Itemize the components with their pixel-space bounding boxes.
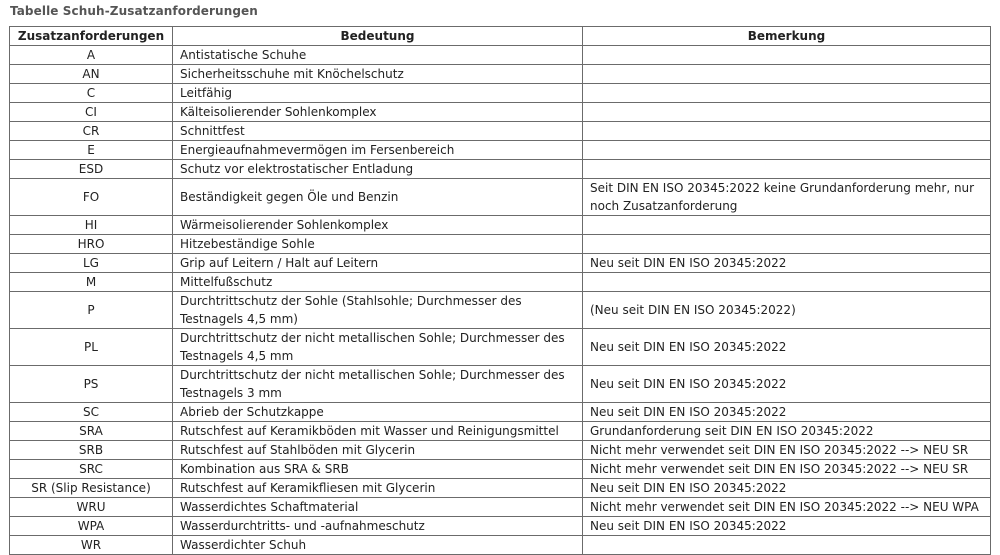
code-cell: SC bbox=[10, 403, 173, 422]
note-cell: Nicht mehr verwendet seit DIN EN ISO 20345:2022 --> NEU SR bbox=[583, 441, 991, 460]
note-cell bbox=[583, 65, 991, 84]
code-cell: SRB bbox=[10, 441, 173, 460]
code-cell: WPA bbox=[10, 517, 173, 536]
table-row bbox=[10, 460, 991, 479]
meaning-cell: Abrieb der Schutzkappe bbox=[173, 403, 583, 422]
table-row bbox=[10, 84, 991, 103]
code-cell: HRO bbox=[10, 235, 173, 254]
table-row bbox=[10, 517, 991, 536]
meaning-cell: Hitzebeständige Sohle bbox=[173, 235, 583, 254]
meaning-cell: Kälteisolierender Sohlenkomplex bbox=[173, 103, 583, 122]
code-cell: SRC bbox=[10, 460, 173, 479]
header-note: Bemerkung bbox=[583, 27, 991, 46]
meaning-cell: Beständigkeit gegen Öle und Benzin bbox=[173, 179, 583, 216]
meaning-cell: Wasserdurchtritts- und -aufnahmeschutz bbox=[173, 517, 583, 536]
table-row bbox=[10, 403, 991, 422]
table-row bbox=[10, 160, 991, 179]
code-cell: P bbox=[10, 292, 173, 329]
meaning-cell: Wärmeisolierender Sohlenkomplex bbox=[173, 216, 583, 235]
table-row bbox=[10, 254, 991, 273]
code-cell: CI bbox=[10, 103, 173, 122]
table-row bbox=[10, 216, 991, 235]
table-row bbox=[10, 179, 991, 216]
meaning-cell: Wasserdichter Schuh bbox=[173, 536, 583, 555]
code-cell: E bbox=[10, 141, 173, 160]
meaning-cell: Rutschfest auf Keramikfliesen mit Glycerin bbox=[173, 479, 583, 498]
code-cell: SR (Slip Resistance) bbox=[10, 479, 173, 498]
meaning-cell: Antistatische Schuhe bbox=[173, 46, 583, 65]
table-row bbox=[10, 366, 991, 403]
meaning-cell: Energieaufnahmevermögen im Fersenbereich bbox=[173, 141, 583, 160]
note-cell bbox=[583, 103, 991, 122]
table-row bbox=[10, 141, 991, 160]
table-row bbox=[10, 122, 991, 141]
note-cell bbox=[583, 216, 991, 235]
meaning-cell: Kombination aus SRA & SRB bbox=[173, 460, 583, 479]
meaning-cell: Durchtrittschutz der Sohle (Stahlsohle; Durchmesser des Testnagels 4,5 mm) bbox=[173, 292, 583, 329]
note-cell bbox=[583, 141, 991, 160]
note-cell: Neu seit DIN EN ISO 20345:2022 bbox=[583, 403, 991, 422]
code-cell: WR bbox=[10, 536, 173, 555]
code-cell: HI bbox=[10, 216, 173, 235]
note-cell: Nicht mehr verwendet seit DIN EN ISO 20345:2022 --> NEU SR bbox=[583, 460, 991, 479]
meaning-cell: Durchtrittschutz der nicht metallischen Sohle; Durchmesser des Testnagels 4,5 mm bbox=[173, 329, 583, 366]
code-cell: M bbox=[10, 273, 173, 292]
note-cell bbox=[583, 46, 991, 65]
code-cell: FO bbox=[10, 179, 173, 216]
meaning-cell: Grip auf Leitern / Halt auf Leitern bbox=[173, 254, 583, 273]
table-caption: Tabelle Schuh-Zusatzanforderungen bbox=[10, 4, 258, 18]
note-cell: Nicht mehr verwendet seit DIN EN ISO 20345:2022 --> NEU WPA bbox=[583, 498, 991, 517]
note-cell: Neu seit DIN EN ISO 20345:2022 bbox=[583, 329, 991, 366]
table-row bbox=[10, 422, 991, 441]
meaning-cell: Rutschfest auf Keramikböden mit Wasser und Reinigungsmittel bbox=[173, 422, 583, 441]
note-cell: (Neu seit DIN EN ISO 20345:2022) bbox=[583, 292, 991, 329]
note-cell: Neu seit DIN EN ISO 20345:2022 bbox=[583, 254, 991, 273]
note-cell: Seit DIN EN ISO 20345:2022 keine Grundanforderung mehr, nur noch Zusatzanforderung bbox=[583, 179, 991, 216]
note-cell: Neu seit DIN EN ISO 20345:2022 bbox=[583, 366, 991, 403]
meaning-cell: Sicherheitsschuhe mit Knöchelschutz bbox=[173, 65, 583, 84]
table-row bbox=[10, 235, 991, 254]
code-cell: ESD bbox=[10, 160, 173, 179]
code-cell: PS bbox=[10, 366, 173, 403]
requirements-table bbox=[9, 26, 991, 555]
meaning-cell: Schutz vor elektrostatischer Entladung bbox=[173, 160, 583, 179]
meaning-cell: Leitfähig bbox=[173, 84, 583, 103]
code-cell: WRU bbox=[10, 498, 173, 517]
meaning-cell: Wasserdichtes Schaftmaterial bbox=[173, 498, 583, 517]
meaning-cell: Rutschfest auf Stahlböden mit Glycerin bbox=[173, 441, 583, 460]
note-cell bbox=[583, 84, 991, 103]
meaning-cell: Durchtrittschutz der nicht metallischen Sohle; Durchmesser des Testnagels 3 mm bbox=[173, 366, 583, 403]
table-row bbox=[10, 103, 991, 122]
note-cell bbox=[583, 122, 991, 141]
meaning-cell: Mittelfußschutz bbox=[173, 273, 583, 292]
header-code: Zusatzanforderungen bbox=[10, 27, 173, 46]
table-row bbox=[10, 329, 991, 366]
note-cell bbox=[583, 160, 991, 179]
note-cell: Grundanforderung seit DIN EN ISO 20345:2022 bbox=[583, 422, 991, 441]
code-cell: PL bbox=[10, 329, 173, 366]
header-row bbox=[10, 27, 991, 46]
note-cell bbox=[583, 235, 991, 254]
note-cell bbox=[583, 273, 991, 292]
code-cell: CR bbox=[10, 122, 173, 141]
table-row bbox=[10, 273, 991, 292]
code-cell: SRA bbox=[10, 422, 173, 441]
meaning-cell: Schnittfest bbox=[173, 122, 583, 141]
table-row bbox=[10, 479, 991, 498]
code-cell: C bbox=[10, 84, 173, 103]
table-row bbox=[10, 65, 991, 84]
code-cell: LG bbox=[10, 254, 173, 273]
note-cell: Neu seit DIN EN ISO 20345:2022 bbox=[583, 479, 991, 498]
header-meaning: Bedeutung bbox=[173, 27, 583, 46]
code-cell: AN bbox=[10, 65, 173, 84]
table-row bbox=[10, 498, 991, 517]
code-cell: A bbox=[10, 46, 173, 65]
table-row bbox=[10, 46, 991, 65]
table-row bbox=[10, 441, 991, 460]
table-row bbox=[10, 292, 991, 329]
note-cell: Neu seit DIN EN ISO 20345:2022 bbox=[583, 517, 991, 536]
